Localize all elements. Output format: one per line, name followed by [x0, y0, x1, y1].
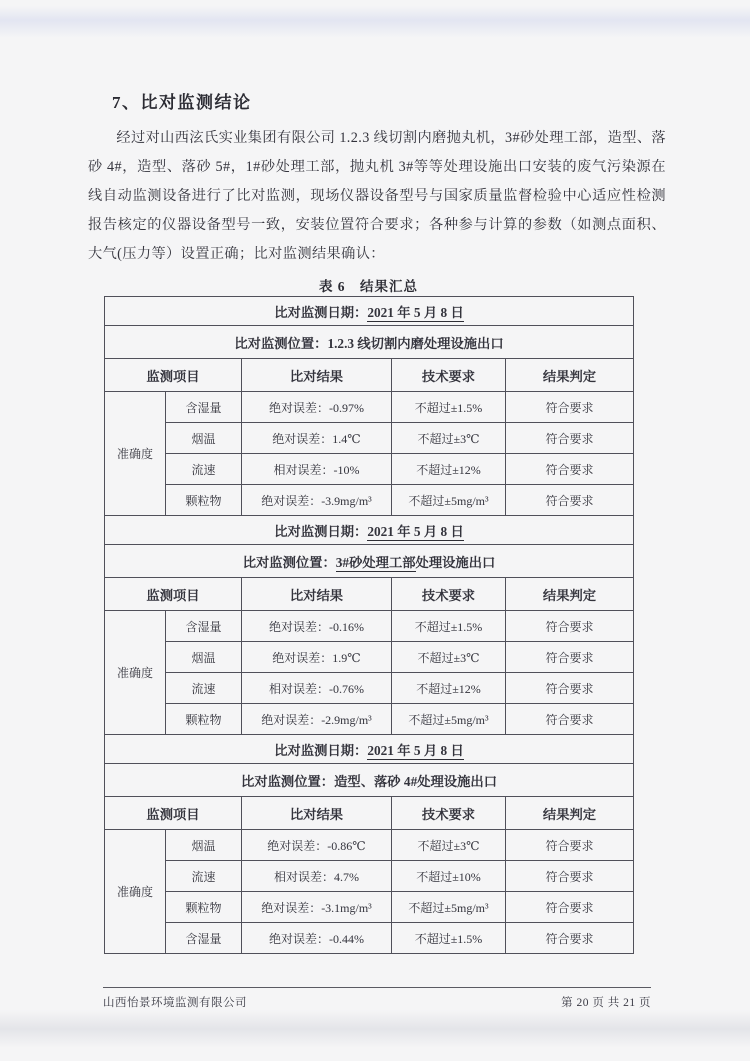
- param-cell: 颗粒物: [166, 892, 242, 923]
- table-row: [105, 326, 634, 359]
- header-comparison-result: 比对结果: [242, 359, 392, 392]
- result-cell: 绝对误差：-0.97%: [242, 392, 392, 423]
- requirement-cell: 不超过±3℃: [392, 642, 506, 673]
- result-cell: 绝对误差：1.9℃: [242, 642, 392, 673]
- position-label: 比对监测位置：: [242, 554, 336, 570]
- param-cell: 含湿量: [166, 392, 242, 423]
- requirement-cell: 不超过±5mg/m³: [392, 704, 506, 735]
- body-paragraph: 经过对山西泫氏实业集团有限公司 1.2.3 线切割内磨抛丸机，3#砂处理工部，造型、落砂 4#，造型、落砂 5#，1#砂处理工部，抛丸机 3#等等处理设施出口安装的废气污染源在线自动监测设备进行了比对监测，现场仪器设备型号与国家质量监督检验中心适应性检测报告核定的仪器设备型号一致，安装位置符合要求；各种参与计算的参数（如测点面积、大气(压力等）设置正确；比对监测结果确认：: [88, 130, 666, 262]
- position-text: 处理设施出口: [415, 554, 496, 570]
- table-row: [105, 423, 634, 454]
- judgment-cell: 符合要求: [506, 892, 634, 923]
- judgment-cell: 符合要求: [506, 642, 634, 673]
- table-row: [105, 642, 634, 673]
- position-label: 比对监测位置：: [234, 335, 328, 351]
- param-cell: 含湿量: [166, 923, 242, 954]
- requirement-cell: 不超过±5mg/m³: [392, 892, 506, 923]
- position-text: 1.2.3 线切割内磨处理设施出口: [327, 335, 504, 351]
- table-row: [105, 735, 634, 764]
- scan-artifact-top-band: [0, 6, 750, 38]
- footer-company: 山西怡景环境监测有限公司: [103, 997, 247, 1009]
- judgment-cell: 符合要求: [506, 923, 634, 954]
- table-header-row: [105, 359, 634, 392]
- header-technical-requirement: 技术要求: [392, 578, 506, 611]
- requirement-cell: 不超过±12%: [392, 673, 506, 704]
- judgment-cell: 符合要求: [506, 673, 634, 704]
- table-header-row: [105, 797, 634, 830]
- requirement-cell: 不超过±1.5%: [392, 923, 506, 954]
- requirement-cell: 不超过±1.5%: [392, 611, 506, 642]
- category-cell: 准确度: [105, 392, 166, 516]
- monitoring-date-cell: [105, 297, 634, 326]
- judgment-cell: 符合要求: [506, 830, 634, 861]
- requirement-cell: 不超过±1.5%: [392, 392, 506, 423]
- table-row: [105, 861, 634, 892]
- param-cell: 流速: [166, 861, 242, 892]
- param-cell: 含湿量: [166, 611, 242, 642]
- param-cell: 流速: [166, 454, 242, 485]
- param-cell: 烟温: [166, 830, 242, 861]
- date-label: 比对监测日期：: [274, 523, 368, 539]
- header-comparison-result: 比对结果: [242, 578, 392, 611]
- table-row: [105, 673, 634, 704]
- table-row: [105, 704, 634, 735]
- param-cell: 烟温: [166, 423, 242, 454]
- monitoring-date-cell: [105, 516, 634, 545]
- table-row: [105, 923, 634, 954]
- requirement-cell: 不超过±3℃: [392, 423, 506, 454]
- result-cell: 绝对误差：1.4℃: [242, 423, 392, 454]
- header-technical-requirement: 技术要求: [392, 359, 506, 392]
- table-row: [105, 764, 634, 797]
- position-underlined: 3#砂处理工部: [335, 554, 416, 570]
- table-caption: 表 6 结果汇总: [318, 279, 419, 294]
- requirement-cell: 不超过±12%: [392, 454, 506, 485]
- result-cell: 相对误差：-10%: [242, 454, 392, 485]
- judgment-cell: 符合要求: [506, 423, 634, 454]
- result-cell: 绝对误差：-2.9mg/m³: [242, 704, 392, 735]
- judgment-cell: 符合要求: [506, 704, 634, 735]
- table-row: [105, 516, 634, 545]
- table-row: [105, 297, 634, 326]
- category-cell: 准确度: [105, 611, 166, 735]
- table-row: [105, 545, 634, 578]
- judgment-cell: 符合要求: [506, 611, 634, 642]
- param-cell: 流速: [166, 673, 242, 704]
- monitoring-position-cell: [105, 545, 634, 578]
- judgment-cell: 符合要求: [506, 454, 634, 485]
- judgment-cell: 符合要求: [506, 485, 634, 516]
- result-cell: 绝对误差：-3.9mg/m³: [242, 485, 392, 516]
- monitoring-position-cell: [105, 326, 634, 359]
- result-cell: 绝对误差：-0.16%: [242, 611, 392, 642]
- results-summary-table: [104, 296, 634, 954]
- param-cell: 颗粒物: [166, 485, 242, 516]
- table-row: [105, 611, 634, 642]
- date-label: 比对监测日期：: [274, 304, 368, 320]
- header-result-judgment: 结果判定: [506, 578, 634, 611]
- monitoring-position-cell: [105, 764, 634, 797]
- param-cell: 颗粒物: [166, 704, 242, 735]
- date-value: 2021 年 5 月 8 日: [367, 304, 464, 320]
- footer-page-number: 第 20 页 共 21 页: [561, 997, 651, 1009]
- monitoring-date-cell: [105, 735, 634, 764]
- table-row: [105, 830, 634, 861]
- result-cell: 相对误差：-0.76%: [242, 673, 392, 704]
- position-text: 造型、落砂 4#处理设施出口: [334, 773, 497, 789]
- section-title: 7、比对监测结论: [112, 93, 252, 112]
- header-result-judgment: 结果判定: [506, 359, 634, 392]
- header-monitor-item: 监测项目: [105, 578, 242, 611]
- table-row: [105, 485, 634, 516]
- table-row: [105, 454, 634, 485]
- header-comparison-result: 比对结果: [242, 797, 392, 830]
- param-cell: 烟温: [166, 642, 242, 673]
- header-result-judgment: 结果判定: [506, 797, 634, 830]
- scan-artifact-bottom-band: [0, 1010, 750, 1048]
- table-header-row: [105, 578, 634, 611]
- page-footer: [103, 987, 651, 1010]
- category-cell: 准确度: [105, 830, 166, 954]
- result-cell: 绝对误差：-0.86℃: [242, 830, 392, 861]
- table-row: [105, 392, 634, 423]
- header-monitor-item: 监测项目: [105, 797, 242, 830]
- header-technical-requirement: 技术要求: [392, 797, 506, 830]
- judgment-cell: 符合要求: [506, 392, 634, 423]
- result-cell: 绝对误差：-3.1mg/m³: [242, 892, 392, 923]
- position-label: 比对监测位置：: [241, 773, 335, 789]
- date-value: 2021 年 5 月 8 日: [367, 742, 464, 758]
- date-value: 2021 年 5 月 8 日: [367, 523, 464, 539]
- header-monitor-item: 监测项目: [105, 359, 242, 392]
- date-label: 比对监测日期：: [274, 742, 368, 758]
- requirement-cell: 不超过±5mg/m³: [392, 485, 506, 516]
- requirement-cell: 不超过±10%: [392, 861, 506, 892]
- result-cell: 绝对误差：-0.44%: [242, 923, 392, 954]
- judgment-cell: 符合要求: [506, 861, 634, 892]
- requirement-cell: 不超过±3℃: [392, 830, 506, 861]
- result-cell: 相对误差：4.7%: [242, 861, 392, 892]
- table-row: [105, 892, 634, 923]
